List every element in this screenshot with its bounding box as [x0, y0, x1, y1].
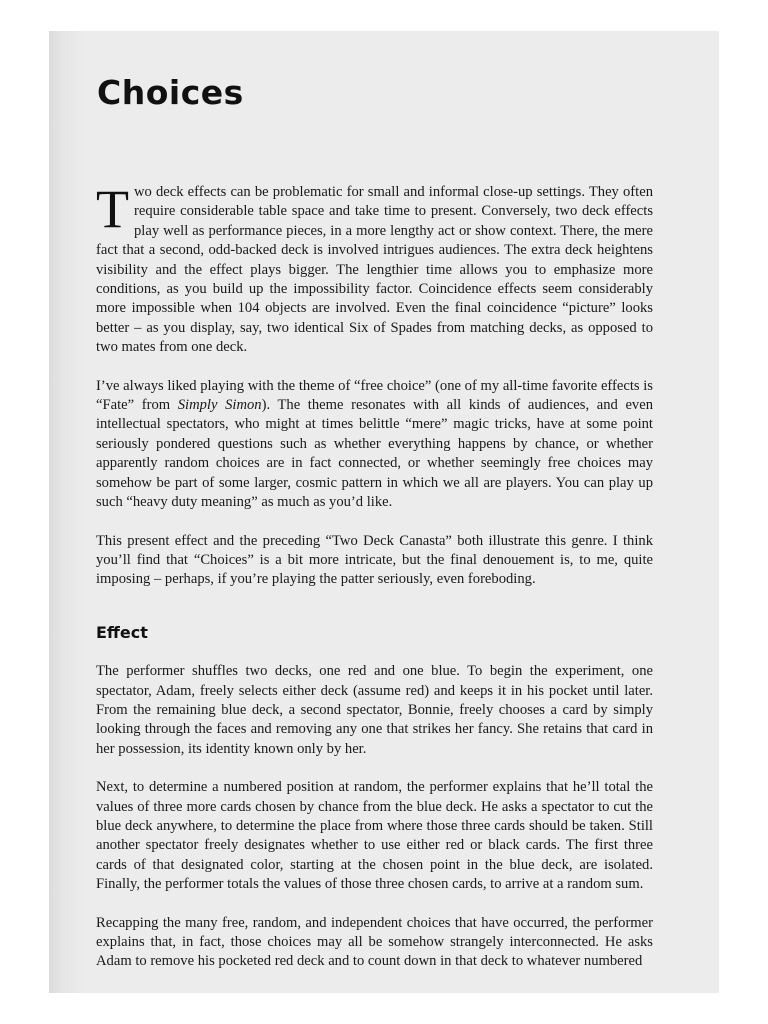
drop-cap: T	[96, 179, 129, 239]
effect-paragraph-2: Next, to determine a numbered position at random, the performer explains that he’ll total the values of three more cards chosen by chance from the blue deck. He asks a spectator to cut the blue deck anywhere, to determine the place from where those three cards should be taken. Still another spectator freely designates whether to use either red or black cards. The first three cards of that designated color, starting at the chosen point in the blue deck, are isolated. Finally, the performer totals the values of those three chosen cards, to arrive at a random sum.	[96, 779, 653, 893]
intro-paragraph-1	[96, 179, 653, 358]
book-page	[49, 31, 719, 993]
intro-paragraph-1-text: wo deck effects can be problematic for small and informal close-up settings. They often require considerable table space and take time to present. Conversely, two deck effects play well as performance pieces, in a more lengthy act or show context. There, the mere fact that a second, odd-backed deck is involved intrigues audiences. The extra deck heightens visibility and the effect plays bigger. The lengthier time allows you to emphasize more conditions, as you build up the impossibility factor. Coincidence effects seem considerably more impossible when 104 objects are involved. Even the final coincidence “picture” looks better – as you display, say, two identical Six of Spades from matching decks, as opposed to two mates from one deck.	[96, 184, 653, 356]
page-title: Choices	[97, 73, 244, 112]
book-title-reference: Simply Simon	[177, 397, 262, 414]
page-spine-shadow	[49, 31, 85, 993]
effect-paragraph-1: The performer shuffles two decks, one red and one blue. To begin the experiment, one spectator, Adam, freely selects either deck (assume red) and keeps it in his pocket until later. From the remaining blue deck, a second spectator, Bonnie, freely chooses a card by simply looking through the faces and removing any one that strikes her fancy. She retains that card in her possession, its identity known only by her.	[96, 663, 653, 757]
intro-paragraph-3: This present effect and the preceding “Two Deck Canasta” both illustrate this genre. I think you’ll find that “Choices” is a bit more intricate, but the final denouement is, to me, quite imposing – perhaps, if you’re playing the patter seriously, even foreboding.	[96, 532, 653, 588]
effect-paragraph-3: Recapping the many free, random, and independent choices that have occurred, the performer explains that, in fact, those choices may all be somehow strangely interconnected. He asks Adam to remove his pocketed red deck and to count down in that deck to whatever numbered	[96, 914, 653, 970]
section-heading-effect: Effect	[96, 622, 148, 642]
intro-paragraph-2-text-b: ). The theme resonates with all kinds of audiences, and even intellectual spectators, who might at times belittle “mere” magic tricks, have at some point seriously pondered questions such as whether everything happens by chance, or whether apparently random choices are in fact connected, or whether seemingly free choices may somehow be part of some larger, cosmic pattern in which we all are players. You can play up such “heavy duty meaning” as much as you’d like.	[96, 397, 653, 511]
intro-paragraph-2-text-a: I’ve always liked playing with the theme of “free choice” (one of my all-time favorite effects is “Fate” from	[96, 377, 653, 414]
page-body	[96, 179, 653, 991]
intro-paragraph-2	[96, 377, 653, 513]
